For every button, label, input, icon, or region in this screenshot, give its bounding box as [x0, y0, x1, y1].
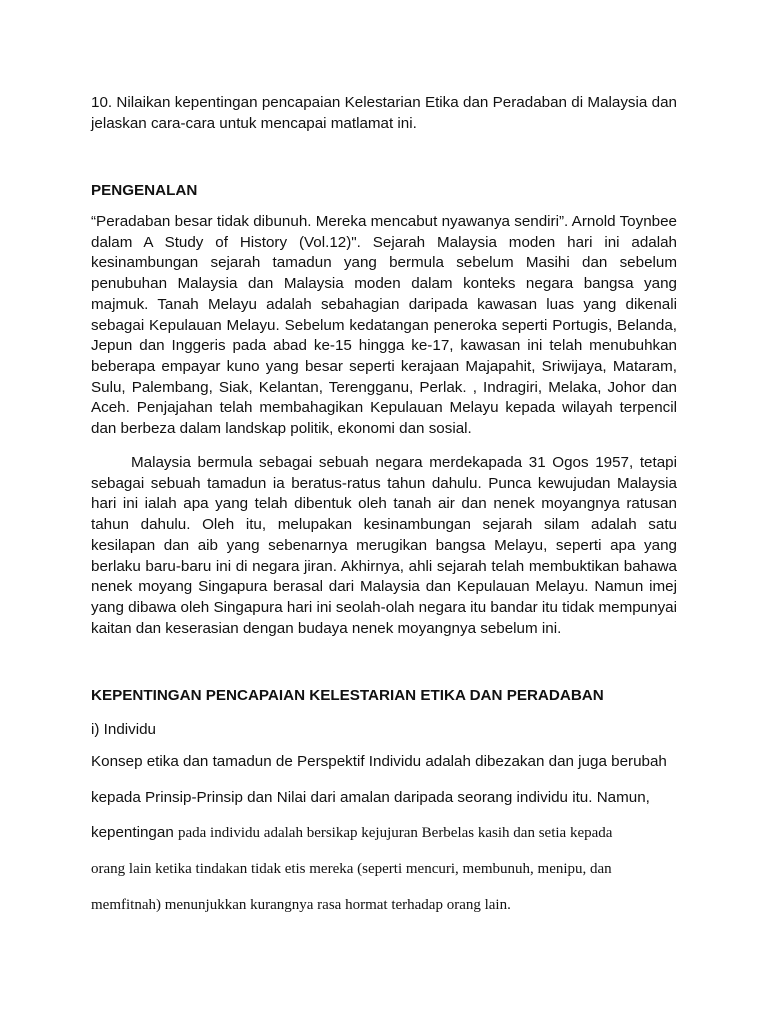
- document-page: [91, 0, 677, 1024]
- section-heading-pengenalan: PENGENALAN: [91, 182, 198, 199]
- individu-line-5: memfitnah) menunjukkan kurangnya rasa hormat terhadap orang lain.: [91, 897, 511, 913]
- individu-line-3-sans: kepentingan: [91, 824, 178, 841]
- individu-line-3-serif: pada individu adalah bersikap kejujuran Berbelas kasih dan setia kepada: [177, 825, 613, 841]
- subheading-individu: i) Individu: [91, 721, 156, 738]
- intro-paragraph-1: “Peradaban besar tidak dibunuh. Mereka mencabut nyawanya sendiri”. Arnold Toynbee dalam A Study of History (Vol.12)". Sejarah Malaysia moden hari ini adalah kesinambungan sejarah tamadun yang bermula sebelum Masihi dan sebelum penubuhan Malaysia dan Malaysia moden dalam konteks negara bangsa yang majmuk. Tanah Melayu adalah sebahagian daripada kawasan luas yang dikenali sebagai Kepulauan Melayu. Sebelum kedatangan peneroka seperti Portugis, Belanda, Jepun dan Inggeris pada abad ke-15 hingga ke-17, kawasan ini telah menubuhkan beberapa empayar kuno yang besar seperti kerajaan Majapahit, Sriwijaya, Mataram, Sulu, Palembang, Siak, Kelantan, Terengganu, Perlak. , Indragiri, Melaka, Johor dan Aceh. Penjajahan telah membahagikan Kepulauan Melayu kepada wilayah terpencil dan berbeza dalam landskap politik, ekonomi dan sosial.: [91, 213, 677, 438]
- individu-line-1: Konsep etika dan tamadun de Perspektif Individu adalah dibezakan dan juga berubah: [91, 753, 667, 770]
- section-heading-kepentingan: KEPENTINGAN PENCAPAIAN KELESTARIAN ETIKA DAN PERADABAN: [91, 687, 604, 704]
- individu-line-2: kepada Prinsip-Prinsip dan Nilai dari amalan daripada seorang individu itu. Namun,: [91, 789, 650, 806]
- individu-line-4: orang lain ketika tindakan tidak etis mereka (seperti mencuri, membunuh, menipu, dan: [91, 861, 612, 877]
- intro-paragraph-2: Malaysia bermula sebagai sebuah negara merdekapada 31 Ogos 1957, tetapi sebagai sebuah tamadun ia beratus-ratus tahun dahulu. Punca kewujudan Malaysia hari ini ialah apa yang telah dibentuk oleh tanah air dan nenek moyangnya ratusan tahun dahulu. Oleh itu, melupakan kesinambungan sejarah silam adalah satu kesilapan dan aib yang sebenarnya merugikan bangsa Melayu, seperti apa yang berlaku baru-baru ini di negara jiran. Akhirnya, ahli sejarah telah membuktikan bahawa nenek moyang Singapura berasal dari Malaysia dan Kepulauan Melayu. Namun imej yang dibawa oleh Singapura hari ini seolah-olah negara itu bandar itu tidak mempunyai kaitan dan keserasian dengan budaya nenek moyangnya sebelum ini.: [91, 454, 677, 637]
- individu-line-3: [91, 822, 612, 844]
- question-text: 10. Nilaikan kepentingan pencapaian Kelestarian Etika dan Peradaban di Malaysia dan jelaskan cara-cara untuk mencapai matlamat ini.: [91, 94, 677, 132]
